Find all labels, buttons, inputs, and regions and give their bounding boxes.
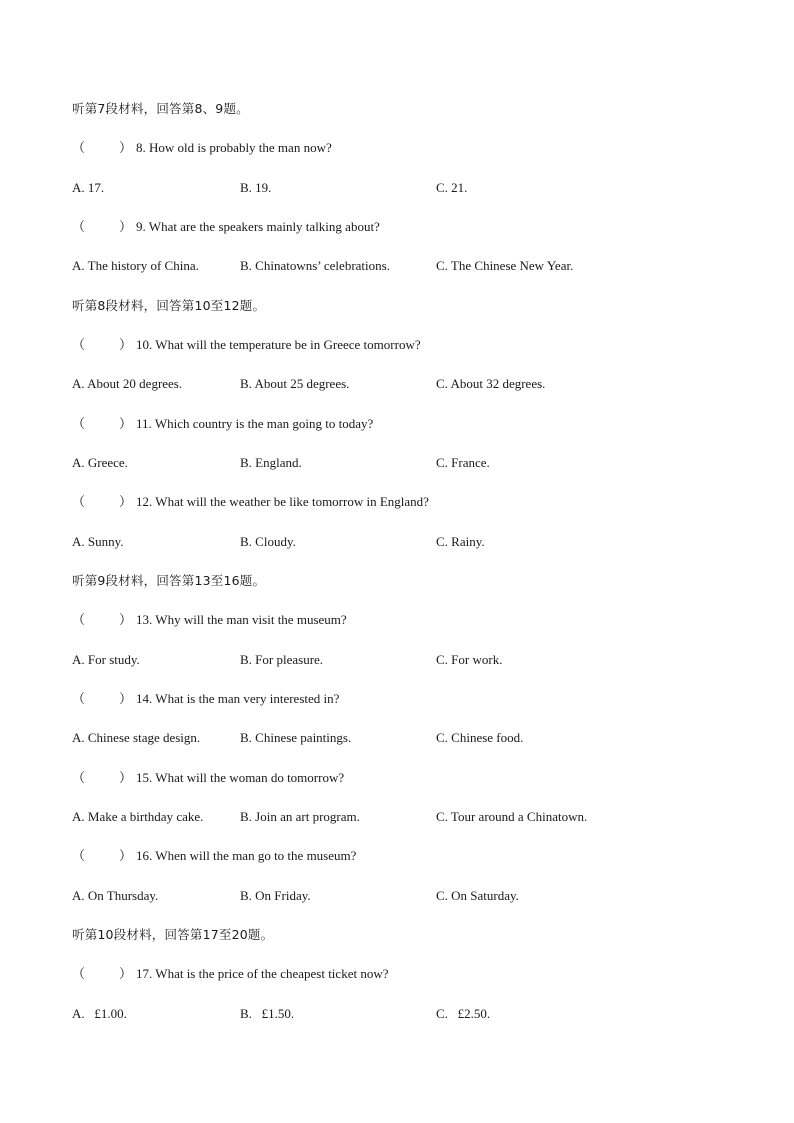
answer-paren-close: ） xyxy=(119,691,133,706)
option-b: B. Cloudy. xyxy=(240,534,296,549)
answer-paren-close: ） xyxy=(119,612,133,627)
option-b: B. Chinese paintings. xyxy=(240,730,352,745)
option-c: C. On Saturday. xyxy=(436,888,519,903)
option-a: A. 17. xyxy=(72,180,105,195)
answer-paren-open: （ xyxy=(72,494,86,509)
answer-paren-close: ） xyxy=(119,770,133,785)
option-b: B. About 25 degrees. xyxy=(240,376,350,391)
answer-paren-open: （ xyxy=(72,219,86,234)
option-b: B. England. xyxy=(240,455,302,470)
answer-paren-close: ） xyxy=(119,140,133,155)
question-16 xyxy=(72,846,356,866)
answer-paren-open: （ xyxy=(72,140,86,155)
option-c: C. About 32 degrees. xyxy=(436,376,546,391)
option-a: A. Sunny. xyxy=(72,534,124,549)
option-a: A. For study. xyxy=(72,652,140,667)
question-text: 17. What is the price of the cheapest ticket now? xyxy=(136,966,389,981)
option-a: A. About 20 degrees. xyxy=(72,376,183,391)
answer-paren-open: （ xyxy=(72,770,86,785)
answer-paren-close: ） xyxy=(119,416,133,431)
question-9 xyxy=(72,217,380,237)
question-text: 14. What is the man very interested in? xyxy=(136,691,340,706)
question-text: 13. Why will the man visit the museum? xyxy=(136,612,347,627)
question-12 xyxy=(72,492,429,512)
answer-paren-close: ） xyxy=(119,219,133,234)
option-b: B. Chinatowns’ celebrations. xyxy=(240,258,390,273)
answer-paren-close: ） xyxy=(119,848,133,863)
question-13 xyxy=(72,610,347,630)
question-text: 12. What will the weather be like tomorrow in England? xyxy=(136,494,429,509)
option-a: A. On Thursday. xyxy=(72,888,159,903)
question-11 xyxy=(72,414,373,434)
option-c: C. For work. xyxy=(436,652,503,667)
section-heading-9: 听第9段材料，回答第13至16题。 xyxy=(72,573,266,588)
section-heading-8: 听第8段材料，回答第10至12题。 xyxy=(72,298,266,313)
question-15 xyxy=(72,768,344,788)
option-a: A. £1.00. xyxy=(72,1006,127,1021)
option-b: B. 19. xyxy=(240,180,272,195)
option-c: C. 21. xyxy=(436,180,468,195)
question-8 xyxy=(72,138,332,158)
section-heading-7: 听第7段材料，回答第8、9题。 xyxy=(72,101,249,116)
answer-paren-open: （ xyxy=(72,416,86,431)
section-heading-10: 听第10段材料，回答第17至20题。 xyxy=(72,927,274,942)
option-c: C. France. xyxy=(436,455,490,470)
question-17 xyxy=(72,964,388,984)
option-c: C. £2.50. xyxy=(436,1006,491,1021)
option-c: C. Chinese food. xyxy=(436,730,524,745)
question-14 xyxy=(72,689,339,709)
question-text: 15. What will the woman do tomorrow? xyxy=(136,770,345,785)
question-text: 11. Which country is the man going to today? xyxy=(136,416,374,431)
option-b: B. £1.50. xyxy=(240,1006,295,1021)
answer-paren-open: （ xyxy=(72,966,86,981)
option-c: C. Rainy. xyxy=(436,534,485,549)
answer-paren-open: （ xyxy=(72,337,86,352)
question-text: 10. What will the temperature be in Greece tomorrow? xyxy=(136,337,421,352)
question-text: 16. When will the man go to the museum? xyxy=(136,848,357,863)
answer-paren-close: ） xyxy=(119,494,133,509)
option-a: A. The history of China. xyxy=(72,258,199,273)
question-text: 8. How old is probably the man now? xyxy=(136,140,332,155)
question-text: 9. What are the speakers mainly talking about? xyxy=(136,219,380,234)
answer-paren-open: （ xyxy=(72,848,86,863)
answer-paren-open: （ xyxy=(72,691,86,706)
question-10 xyxy=(72,335,421,355)
option-b: B. On Friday. xyxy=(240,888,311,903)
answer-paren-close: ） xyxy=(119,337,133,352)
option-a: A. Greece. xyxy=(72,455,128,470)
option-b: B. Join an art program. xyxy=(240,809,360,824)
option-a: A. Chinese stage design. xyxy=(72,730,201,745)
answer-paren-close: ） xyxy=(119,966,133,981)
answer-paren-open: （ xyxy=(72,612,86,627)
option-c: C. Tour around a Chinatown. xyxy=(436,809,588,824)
option-c: C. The Chinese New Year. xyxy=(436,258,574,273)
options-17 xyxy=(72,1004,491,1024)
option-b: B. For pleasure. xyxy=(240,652,324,667)
option-a: A. Make a birthday cake. xyxy=(72,809,204,824)
